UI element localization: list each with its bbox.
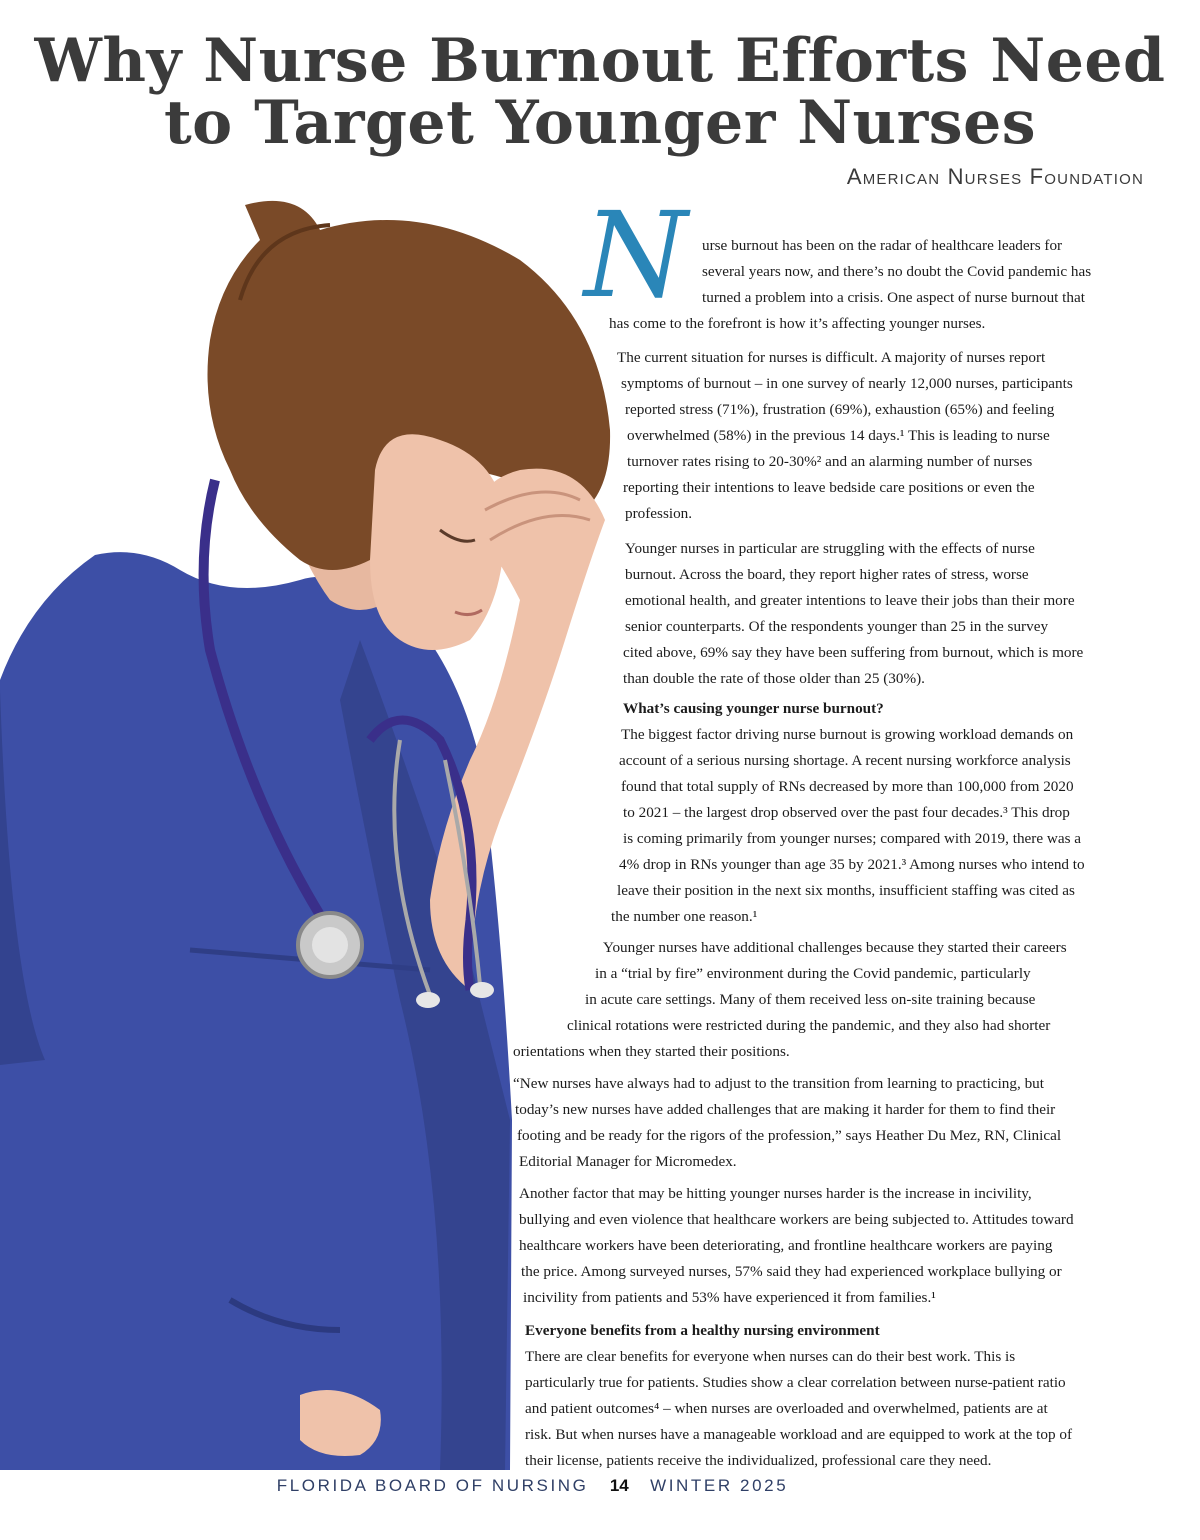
article-title-line-2: to Target Younger Nurses <box>163 88 1037 158</box>
body-line: emotional health, and greater intentions to leave their jobs than their more <box>625 592 1075 609</box>
body-line: bullying and even violence that healthcare workers are being subjected to. Attitudes toward <box>519 1211 1074 1228</box>
body-line: and patient outcomes⁴ – when nurses are overloaded and overwhelmed, patients are at <box>525 1400 1048 1417</box>
body-line: burnout. Across the board, they report higher rates of stress, worse <box>625 566 1029 583</box>
body-line: several years now, and there’s no doubt the Covid pandemic has <box>702 263 1092 280</box>
body-line: reporting their intentions to leave bedside care positions or even the <box>623 479 1035 496</box>
body-line: turnover rates rising to 20-30%² and an alarming number of nurses <box>627 453 1033 470</box>
article-title-line-1: Why Nurse Burnout Efforts Need <box>34 26 1166 96</box>
body-line: their license, patients receive the individualized, professional care they need. <box>525 1452 992 1469</box>
body-line: found that total supply of RNs decreased by more than 100,000 from 2020 <box>621 778 1074 795</box>
drop-cap: N <box>584 186 688 324</box>
body-line: healthcare workers have been deteriorating, and frontline healthcare workers are paying <box>519 1237 1053 1254</box>
section-heading: Everyone benefits from a healthy nursing environment <box>525 1322 880 1339</box>
nurse-illustration <box>0 201 610 1470</box>
body-line: is coming primarily from younger nurses; compared with 2019, there was a <box>623 830 1082 847</box>
body-line: Younger nurses have additional challenges because they started their careers <box>603 939 1067 956</box>
section-heading: What’s causing younger nurse burnout? <box>623 700 884 717</box>
article-title <box>0 26 1200 158</box>
body-line: Editorial Manager for Micromedex. <box>519 1153 737 1170</box>
body-line: symptoms of burnout – in one survey of nearly 12,000 nurses, participants <box>621 375 1073 392</box>
body-line: particularly true for patients. Studies show a clear correlation between nurse-patient ratio <box>525 1374 1066 1391</box>
body-line: to 2021 – the largest drop observed over the past four decades.³ This drop <box>623 804 1070 821</box>
body-line: the number one reason.¹ <box>611 908 758 925</box>
body-line: There are clear benefits for everyone when nurses can do their best work. This is <box>525 1348 1016 1365</box>
body-line: reported stress (71%), frustration (69%), exhaustion (65%) and feeling <box>625 401 1055 418</box>
body-line: The biggest factor driving nurse burnout is growing workload demands on <box>621 726 1074 743</box>
body-line: “New nurses have always had to adjust to the transition from learning to practicing, but <box>513 1075 1044 1092</box>
body-line: cited above, 69% say they have been suffering from burnout, which is more <box>623 644 1084 661</box>
body-line: footing and be ready for the rigors of the profession,” says Heather Du Mez, RN, Clinical <box>517 1127 1062 1144</box>
page-footer <box>0 1476 1065 1496</box>
article-source: American Nurses Foundation <box>846 164 1144 189</box>
body-line: 4% drop in RNs younger than age 35 by 2021.³ Among nurses who intend to <box>619 856 1085 873</box>
body-line: profession. <box>625 505 693 522</box>
body-line: risk. But when nurses have a manageable workload and are equipped to work at the top of <box>525 1426 1073 1443</box>
body-line: the price. Among surveyed nurses, 57% said they had experienced workplace bullying or <box>521 1263 1062 1280</box>
issue-label: WINTER 2025 <box>650 1476 789 1495</box>
body-line: turned a problem into a crisis. One aspect of nurse burnout that <box>702 289 1085 306</box>
body-line: Younger nurses in particular are struggling with the effects of nurse <box>625 540 1035 557</box>
body-line: clinical rotations were restricted during the pandemic, and they also had shorter <box>567 1017 1051 1034</box>
body-line: account of a serious nursing shortage. A recent nursing workforce analysis <box>619 752 1071 769</box>
body-line: today’s new nurses have added challenges that are making it harder for them to find their <box>515 1101 1056 1118</box>
body-line: Another factor that may be hitting younger nurses harder is the increase in incivility, <box>519 1185 1032 1202</box>
body-line: has come to the forefront is how it’s affecting younger nurses. <box>609 315 986 332</box>
body-line: The current situation for nurses is difficult. A majority of nurses report <box>617 349 1046 366</box>
body-line: incivility from patients and 53% have experienced it from families.¹ <box>523 1289 936 1306</box>
body-line: overwhelmed (58%) in the previous 14 days.¹ This is leading to nurse <box>627 427 1050 444</box>
page-number: 14 <box>609 1476 629 1495</box>
body-line: senior counterparts. Of the respondents younger than 25 in the survey <box>625 618 1049 635</box>
body-line: urse burnout has been on the radar of healthcare leaders for <box>702 237 1063 254</box>
body-line: in a “trial by fire” environment during the Covid pandemic, particularly <box>595 965 1031 982</box>
body-line: than double the rate of those older than 25 (30%). <box>623 670 925 687</box>
body-line: orientations when they started their positions. <box>513 1043 790 1060</box>
body-line: leave their position in the next six months, insufficient staffing was cited as <box>617 882 1075 899</box>
publication-name: FLORIDA BOARD OF NURSING <box>276 1476 589 1495</box>
body-line: in acute care settings. Many of them received less on-site training because <box>585 991 1036 1008</box>
